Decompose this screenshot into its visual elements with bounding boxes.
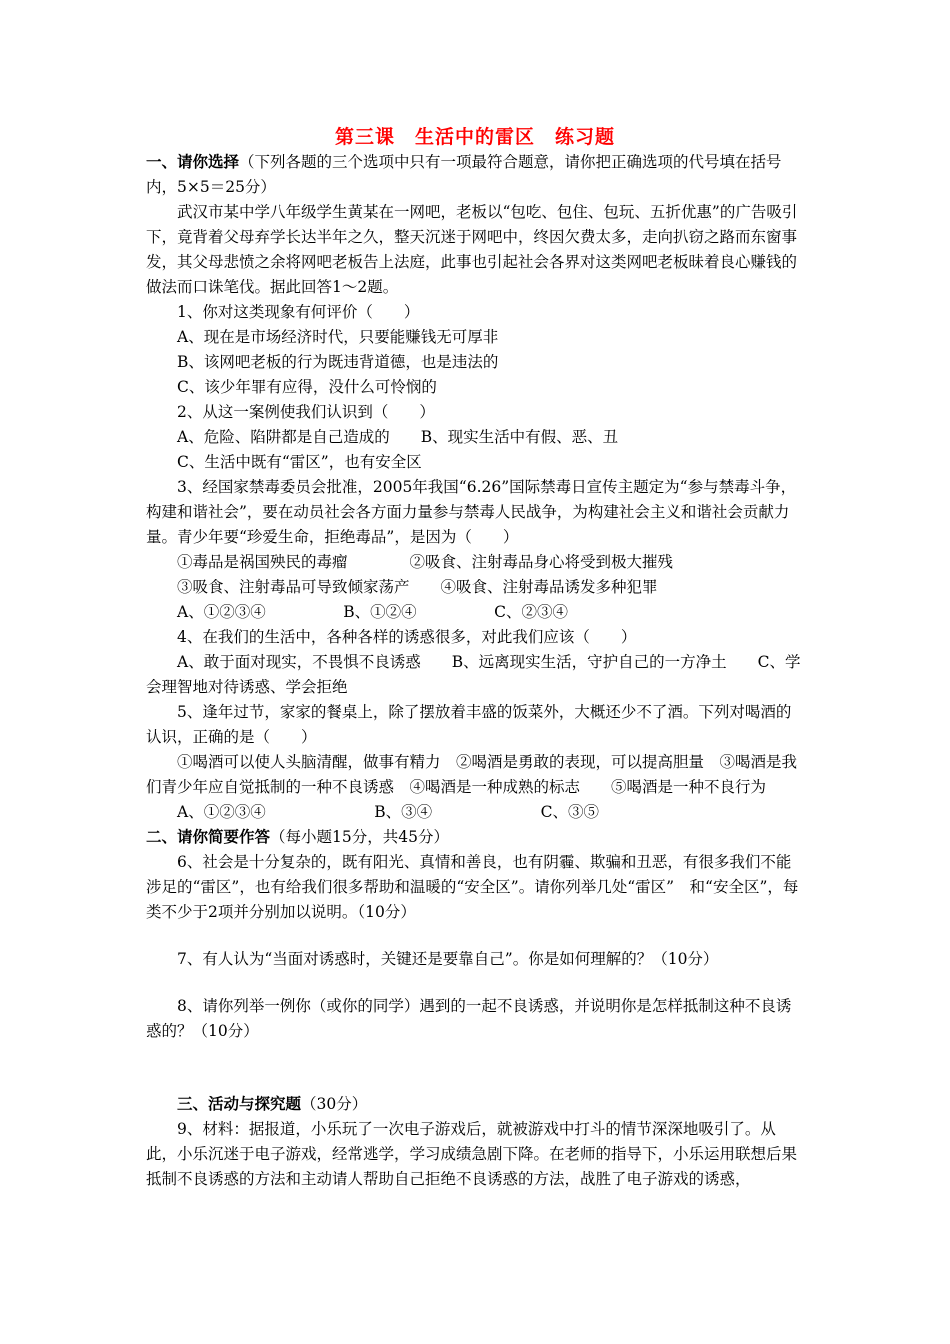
page-title: 第三课 生活中的雷区 练习题	[334, 126, 615, 148]
section1-heading-line	[146, 150, 806, 200]
option-line: A、①②③④ B、③④ C、③⑤	[177, 803, 599, 821]
document-body	[146, 150, 806, 1192]
question-line: 2、从这一案例使我们认识到（ ）	[177, 403, 435, 421]
section3-heading: 三、活动与探究题	[177, 1095, 302, 1113]
option-line: C、生活中既有“雷区”，也有安全区	[177, 453, 422, 471]
answer-space	[146, 1044, 806, 1092]
section2-heading-line	[146, 825, 806, 850]
question-9: 9、材料：据报道，小乐玩了一次电子游戏后，就被游戏中打斗的情节深深地吸引了。从此，小乐沉迷于电子游戏，经常逃学，学习成绩急剧下降。在老师的指导下，小乐运用联想后果抵制不良诱惑的方法和主动请人帮助自己拒绝不良诱惑的方法，战胜了电子游戏的诱惑，	[146, 1120, 798, 1188]
option-line: ①喝酒可以使人头脑清醒，做事有精力 ②喝酒是勇敢的表现，可以提高胆量 ③喝酒是我们青少年应自觉抵制的一种不良诱惑 ④喝酒是一种成熟的标志 ⑤喝酒是一种不良行为	[146, 753, 798, 796]
question-line: 4、在我们的生活中，各种各样的诱惑很多，对此我们应该（ ）	[177, 628, 637, 646]
section2-note: （每小题15分，共45分）	[270, 828, 449, 846]
section1-heading: 一、请你选择	[146, 153, 240, 171]
section1-passage: 武汉市某中学八年级学生黄某在一网吧，老板以“包吃、包住、包玩、五折优惠”的广告吸引下，竟背着父母弃学长达半年之久，整天沉迷于网吧中，终因欠费太多，走向扒窃之路而东窗事发，其父母悲愤之余将网吧老板告上法庭，此事也引起社会各界对这类网吧老板昧着良心赚钱的做法而口诛笔伐。据此回答1～2题。	[146, 203, 798, 296]
answer-space	[146, 925, 806, 947]
question-line: 5、逢年过节，家家的餐桌上，除了摆放着丰盛的饭菜外，大概还少不了酒。下列对喝酒的认识，正确的是（ ）	[146, 703, 792, 746]
option-line: ③吸食、注射毒品可导致倾家荡产 ④吸食、注射毒品诱发多种犯罪	[177, 578, 658, 596]
answer-space	[146, 972, 806, 994]
section3-heading-line	[146, 1092, 806, 1117]
option-line: A、现在是市场经济时代，只要能赚钱无可厚非	[177, 328, 499, 346]
option-line: C、该少年罪有应得，没什么可怜悯的	[177, 378, 437, 396]
question-line: 3、经国家禁毒委员会批准，2005年我国“6.26”国际禁毒日宣传主题定为“参与禁毒斗争，构建和谐社会”，要在动员社会各方面力量参与禁毒人民战争，为构建社会主义和谐社会贡献力量。青少年要“珍爱生命，拒绝毒品”，是因为（ ）	[146, 478, 797, 546]
section2-heading: 二、请你简要作答	[146, 828, 271, 846]
option-line: A、危险、陷阱都是自己造成的 B、现实生活中有假、恶、丑	[177, 428, 619, 446]
question-6: 6、社会是十分复杂的，既有阳光、真情和善良，也有阴霾、欺骗和丑恶，有很多我们不能涉足的“雷区”，也有给我们很多帮助和温暖的“安全区”。请你列举几处“雷区” 和“安全区”，每类不少于2项并分别加以说明。（10分）	[146, 853, 799, 921]
option-line: B、该网吧老板的行为既违背道德，也是违法的	[177, 353, 499, 371]
question-7: 7、有人认为“当面对诱惑时，关键还是要靠自己”。你是如何理解的？（10分）	[177, 950, 719, 968]
option-line: A、①②③④ B、①②④ C、②③④	[177, 603, 568, 621]
section1-note: （下列各题的三个选项中只有一项最符合题意，请你把正确选项的代号填在括号内，5×5＝25分）	[146, 153, 782, 196]
section3-note: （30分）	[301, 1095, 368, 1113]
question-8: 8、请你列举一例你（或你的同学）遇到的一起不良诱惑，并说明你是怎样抵制这种不良诱惑的？（10分）	[146, 997, 792, 1040]
question-line: 1、你对这类现象有何评价（ ）	[177, 303, 420, 321]
option-line: ①毒品是祸国殃民的毒瘤 ②吸食、注射毒品身心将受到极大摧残	[177, 553, 674, 571]
option-line: A、敢于面对现实，不畏惧不良诱惑 B、远离现实生活，守护自己的一方净土 C、学会理智地对待诱惑、学会拒绝	[146, 653, 801, 696]
